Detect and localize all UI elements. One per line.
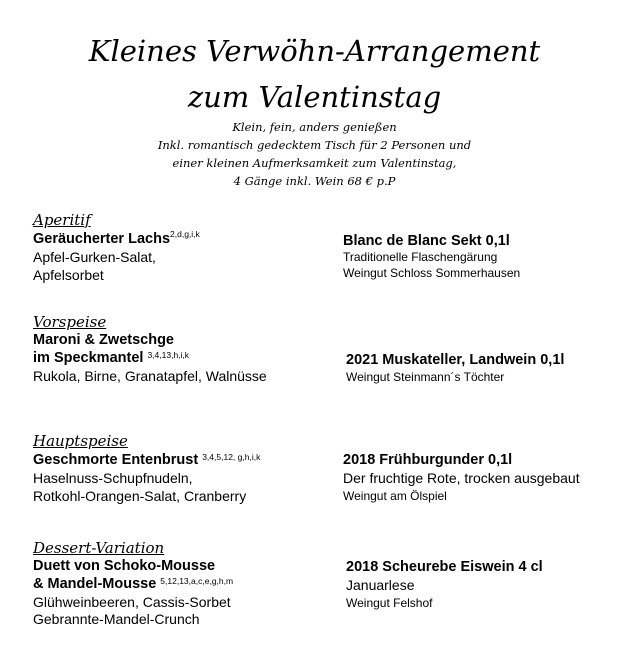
wine-name: 2018 Frühburgunder 0,1l [343,452,513,468]
dish-name: Maroni & Zwetschge [33,332,174,348]
dish-name: & Mandel-Mousse $^{5,12,13,a,c,e,g,h,m}$ [33,576,234,592]
wine-detail: Weingut Felshof [346,596,433,610]
dish-side: Haselnuss-Schupfnudeln, [33,470,193,486]
wine-detail: Der fruchtige Rote, trocken ausgebaut [343,470,580,486]
allergen-codes: 2,d,g,i,k [170,229,200,240]
wine-detail: Januarlese [346,577,415,593]
intro-line: 4 Gänge inkl. Wein 68 € p.P [233,174,396,188]
dish-side: Apfel-Gurken-Salat, [33,249,156,265]
dish-side: Rukola, Birne, Granatapfel, Walnüsse [33,368,267,384]
wine-name: Blanc de Blanc Sekt 0,1l [343,233,510,249]
dish-side: Glühweinbeeren, Cassis-Sorbet [33,594,231,610]
dish-name: im Speckmantel $^{3,4,13,h,i,k}$ [33,350,190,366]
wine-detail: Traditionelle Flaschengärung [343,250,498,264]
dish-name: Geräucherter Lachs$^{2,d,g,i,k}$ [33,229,200,247]
menu-title-line1: Kleines Verwöhn-Arrangement [88,34,541,68]
wine-name: 2018 Scheurebe Eiswein 4 cl [346,559,543,575]
wine-detail: Weingut Steinmann´s Töchter [346,370,505,384]
intro-line: Klein, fein, anders genießen [232,120,397,134]
dish-name: Duett von Schoko-Mousse [33,558,216,574]
allergen-codes: 3,4,5,12, g,h,i,k [202,452,261,462]
allergen-codes: 5,12,13,a,c,e,g,h,m [160,576,234,586]
wine-detail: Weingut Schloss Sommerhausen [343,266,521,280]
allergen-codes: 3,4,13,h,i,k [147,350,190,360]
wine-detail: Weingut am Ölspiel [343,489,447,503]
dish-name: Geschmorte Entenbrust $^{3,4,5,12, g,h,i,k}$ [33,452,261,468]
intro-line: Inkl. romantisch gedecktem Tisch für 2 Personen und [157,138,472,152]
wine-name: 2021 Muskateller, Landwein 0,1l [346,352,565,368]
section-heading-aperitif: Aperitif [33,211,91,229]
section-heading-vorspeise: Vorspeise [33,313,107,331]
intro-line: einer kleinen Aufmerksamkeit zum Valentinstag, [172,156,457,170]
menu-title-line2: zum Valentinstag [187,80,442,114]
section-heading-hauptspeise: Hauptspeise [33,432,128,450]
dish-side: Apfelsorbet [33,267,104,283]
dish-side: Gebrannte-Mandel-Crunch [33,611,200,627]
dish-side: Rotkohl-Orangen-Salat, Cranberry [33,488,247,504]
section-heading-dessert: Dessert-Variation [33,539,165,557]
